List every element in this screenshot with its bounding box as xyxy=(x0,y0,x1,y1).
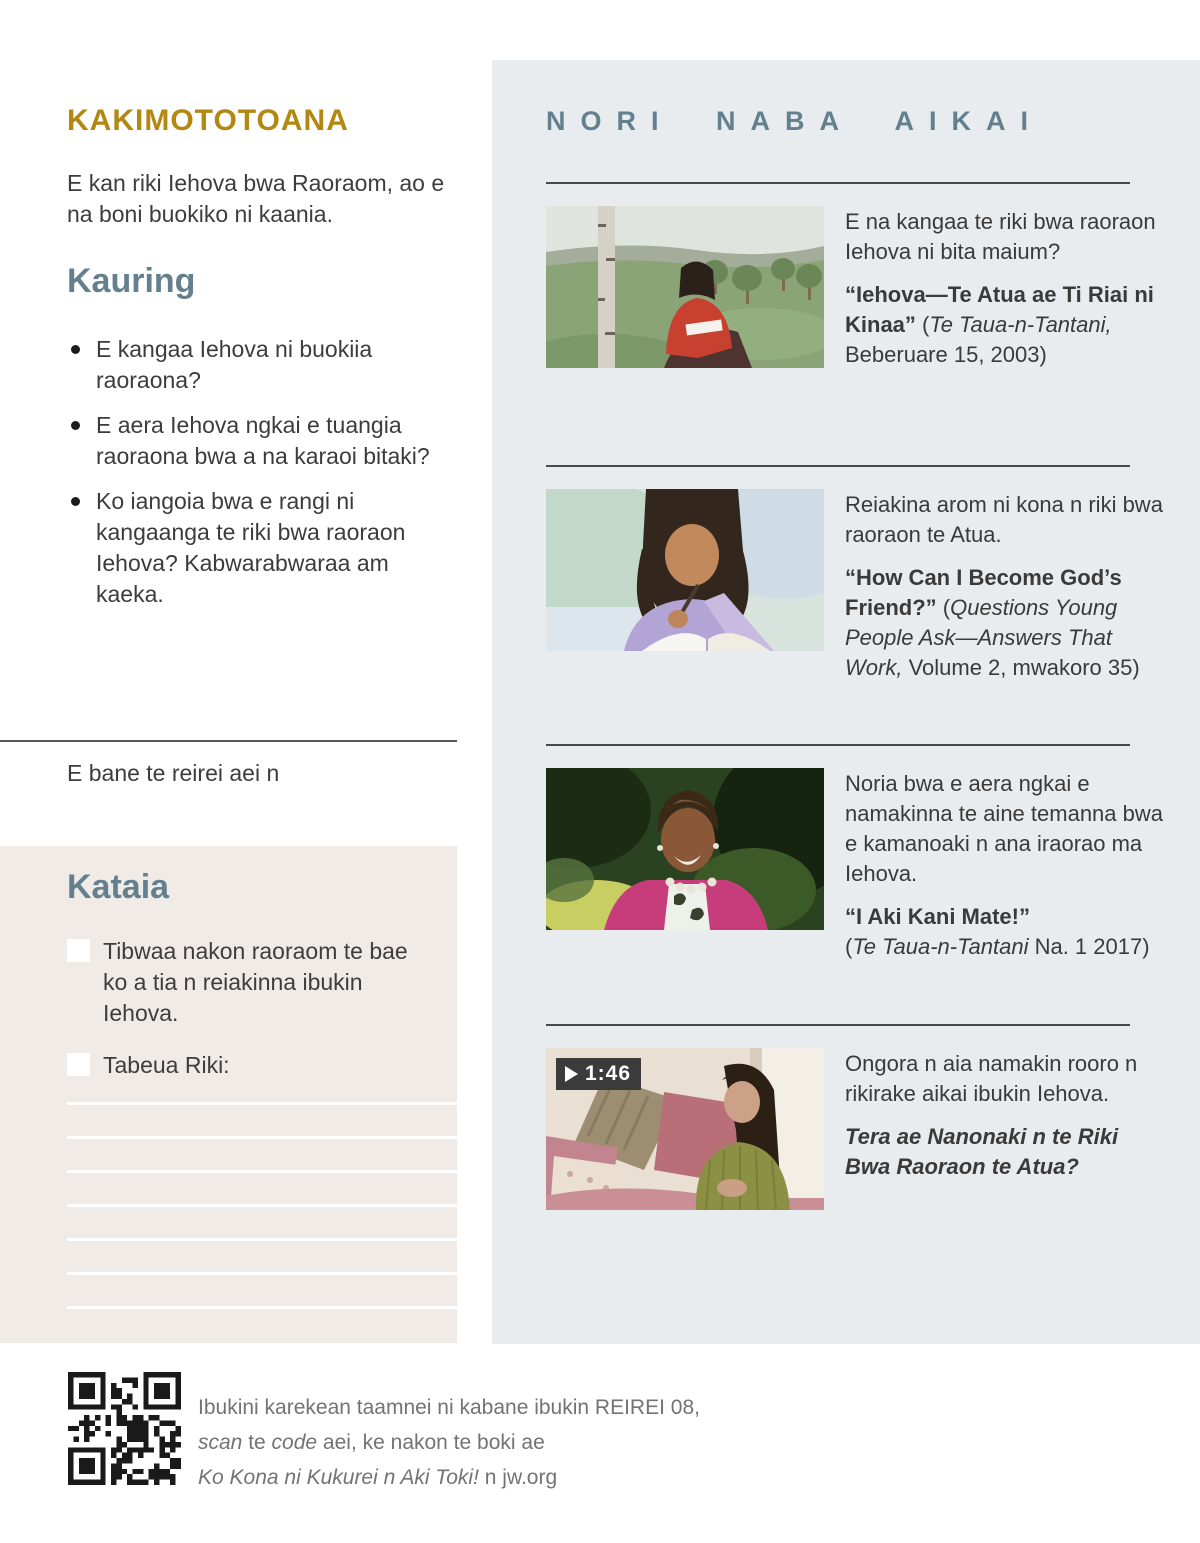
media-section xyxy=(546,465,1170,683)
see-also-panel xyxy=(492,60,1200,1344)
section-description: E na kangaa te riki bwa raoraon Iehova ni bita maium? xyxy=(845,209,1156,264)
checkbox[interactable] xyxy=(67,1053,90,1076)
publication-reference: “I Aki Kani Mate!” (Te Taua-n-Tantani Na. 1 2017) xyxy=(845,904,1150,959)
video-duration-badge xyxy=(556,1058,641,1090)
try-it-item-label: Tibwaa nakon raoraom te bae ko a tia n reiakinna ibukin Iehova. xyxy=(103,938,408,1026)
review-question: Ko iangoia bwa e rangi ni kangaanga te riki bwa raoraon Iehova? Kabwarabwaraa am kaeka. xyxy=(67,486,462,610)
video-title: Tera ae Nanonaki n te Riki Bwa Raoraon te Atua? xyxy=(845,1124,1119,1179)
article-thumbnail-study[interactable] xyxy=(546,489,824,651)
footer-line: Ko Kona ni Kukurei n Aki Toki! n jw.org xyxy=(198,1466,558,1489)
write-in-line xyxy=(67,1204,457,1207)
completion-date-label: E bane te reirei aei n xyxy=(67,760,280,786)
media-section xyxy=(546,182,1170,370)
write-in-line xyxy=(67,1272,457,1275)
section-divider xyxy=(546,744,1130,746)
write-in-line xyxy=(67,1136,457,1139)
try-it-item xyxy=(67,936,438,1029)
review-question: E aera Iehova ngkai e tuangia raoraona bwa a na karaoi bitaki? xyxy=(67,410,462,472)
article-thumbnail-orchard[interactable] xyxy=(546,206,824,368)
summary-title: KAKIMOTOTOANA xyxy=(67,104,349,137)
media-section xyxy=(546,744,1170,962)
try-it-item-label: Tabeua Riki: xyxy=(103,1052,230,1078)
section-divider xyxy=(546,182,1130,184)
divider-line xyxy=(0,740,457,742)
section-divider xyxy=(546,465,1130,467)
section-description: Ongora n aia namakin rooro n rikirake aikai ibukin Iehova. xyxy=(845,1051,1138,1106)
qr-code xyxy=(68,1372,181,1485)
section-divider xyxy=(546,1024,1130,1026)
write-in-line xyxy=(67,1238,457,1241)
summary-text: E kan riki Iehova bwa Raoraom, ao e na boni buokiko ni kaania. xyxy=(67,170,445,227)
video-duration: 1:46 xyxy=(585,1062,632,1085)
footer-caption xyxy=(198,1390,700,1495)
publication-reference: “Iehova—Te Atua ae Ti Riai ni Kinaa” (Te Taua-n-Tantani, Beberuare 15, 2003) xyxy=(845,282,1154,367)
section-description: Reiakina arom ni kona n riki bwa raoraon te Atua. xyxy=(845,492,1163,547)
video-thumbnail-praying[interactable] xyxy=(546,1048,824,1210)
article-thumbnail-portrait[interactable] xyxy=(546,768,824,930)
panel-title: NORI NABA AIKAI xyxy=(546,106,1043,136)
play-icon xyxy=(565,1066,578,1082)
write-in-line xyxy=(67,1306,457,1309)
review-question-list xyxy=(67,334,462,624)
studying-photo-illustration xyxy=(546,489,824,651)
try-it-title: Kataia xyxy=(67,868,170,906)
try-it-box xyxy=(0,846,457,1343)
write-in-line xyxy=(67,1102,457,1105)
media-section xyxy=(546,1024,1170,1210)
orchard-photo-illustration xyxy=(546,206,824,368)
try-it-item xyxy=(67,1050,438,1081)
checkbox[interactable] xyxy=(67,939,90,962)
publication-reference: “How Can I Become God’s Friend?” (Questions Young People Ask—Answers That Work, Volume 2, mwakoro 35) xyxy=(845,565,1140,680)
footer-line: Ibukini karekean taamnei ni kabane ibukin REIREI 08, xyxy=(198,1396,700,1419)
review-question: E kangaa Iehova ni buokiia raoraona? xyxy=(67,334,462,396)
review-title: Kauring xyxy=(67,262,196,300)
section-description: Noria bwa e aera ngkai e namakinna te aine temanna bwa e kamanoaki n ana iraorao ma Iehova. xyxy=(845,771,1163,886)
smiling-woman-photo-illustration xyxy=(546,768,824,930)
footer-line: scan te code aei, ke nakon te boki ae xyxy=(198,1431,545,1454)
write-in-line xyxy=(67,1170,457,1173)
